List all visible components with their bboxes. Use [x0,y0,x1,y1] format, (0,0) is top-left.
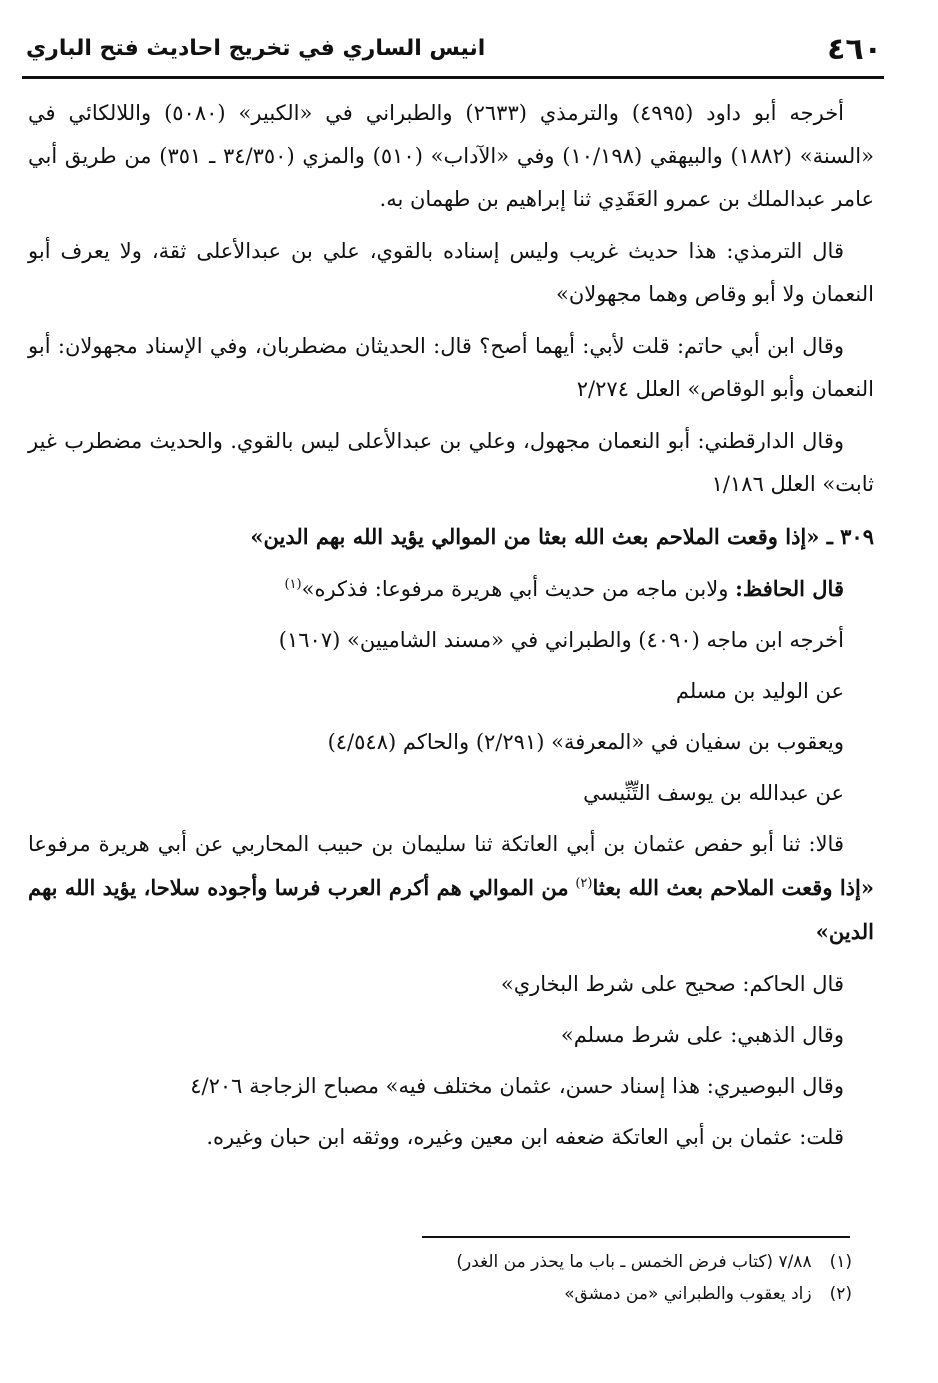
footnote-ref-2: (٢) [575,876,593,891]
footnote-ref-1: (١) [284,577,302,592]
footnote-rule [422,1236,850,1238]
footnote-2 [80,1278,852,1310]
page-number: ٤٦٠ [827,32,882,67]
isnad-intro: قالا: ثنا أبو حفص عثمان بن أبي العاتكة ثنا سليمان بن حبيب المحاربي عن أبي هريرة مرفوعا [28,832,844,856]
running-title: انيس الساري في تخريج احاديث فتح الباري [26,36,486,61]
paragraph-tirmidhi: قال الترمذي: هذا حديث غريب وليس إسناده بالقوي، علي بن عبدالأعلى ثقة، ولا يعرف أبو النعمان ولا أبو وقاص وهما مجهولان» [28,239,874,306]
paragraph-ibn-abi-hatim: وقال ابن أبي حاتم: قلت لأبي: أيهما أصح؟ قال: الحديثان مضطربان، وفي الإسناد مجهولان: أبو النعمان وأبو الوقاص» العلل ٢/٢٧٤ [28,334,874,401]
footnote-1 [80,1246,852,1278]
page-body [28,92,874,1167]
hadith-text-part2: من الموالي هم أكرم العرب فرسا وأجوده سلاحا، يؤيد الله بهم الدين» [28,875,874,944]
paragraph-abdullah: عن عبدالله بن يوسف التِّنِّيسي [583,781,844,805]
footnote-number: (٢) [829,1284,852,1304]
paragraph-takhrij: أخرجه أبو داود (٤٩٩٥) والترمذي (٢٦٣٣) والطبراني في «الكبير» (٥٠٨٠) واللالكائي في «السنة» (١٨٨٢) والبيهقي (١٠/١٩٨) وفي «الآداب» (٥١٠) والمزي (٣٤/٣٥٠ ـ ٣٥١) من طريق أبي عامر عبدالملك بن عمرو العَقَدِي ثنا إبراهيم بن طهمان به. [28,101,874,211]
hafiz-label: قال الحافظ: [735,576,844,601]
footnote-number: (١) [829,1252,852,1272]
page-header [26,28,882,74]
paragraph-qultu: قلت: عثمان بن أبي العاتكة ضعفه ابن معين وغيره، ووثقه ابن حبان وغيره. [206,1125,844,1149]
paragraph-isnad [28,823,874,954]
paragraph-walid: عن الوليد بن مسلم [675,679,844,703]
footnotes [80,1246,852,1310]
footnote-text: زاد يعقوب والطبراني «من دمشق» [564,1284,812,1304]
hadith-heading: ٣٠٩ ـ «إذا وقعت الملاحم بعث الله بعثا من الموالي يؤيد الله بهم الدين» [250,524,874,549]
header-rule [22,76,884,79]
paragraph-daraqutni: وقال الدارقطني: أبو النعمان مجهول، وعلي بن عبدالأعلى ليس بالقوي. والحديث مضطرب غير ثابت» العلل ١/١٨٦ [28,429,874,496]
paragraph-yaqub: ويعقوب بن سفيان في «المعرفة» (٢/٢٩١) والحاكم (٤/٥٤٨) [327,730,844,754]
paragraph-ibn-majah: أخرجه ابن ماجه (٤٠٩٠) والطبراني في «مسند الشاميين» (١٦٠٧) [278,628,844,652]
paragraph-hafiz [28,567,874,611]
paragraph-dhahabi: وقال الذهبي: على شرط مسلم» [560,1023,844,1047]
footnote-text: ٧/٨٨ (كتاب فرض الخمس ـ باب ما يحذر من الغدر) [456,1252,812,1272]
paragraph-hakim: قال الحاكم: صحيح على شرط البخاري» [500,972,844,996]
hadith-text-part1: «إذا وقعت الملاحم بعث الله بعثا [592,875,874,900]
hafiz-text: ولابن ماجه من حديث أبي هريرة مرفوعا: فذكره» [301,577,729,601]
paragraph-busiri: وقال البوصيري: هذا إسناد حسن، عثمان مختلف فيه» مصباح الزجاجة ٤/٢٠٦ [190,1074,844,1098]
